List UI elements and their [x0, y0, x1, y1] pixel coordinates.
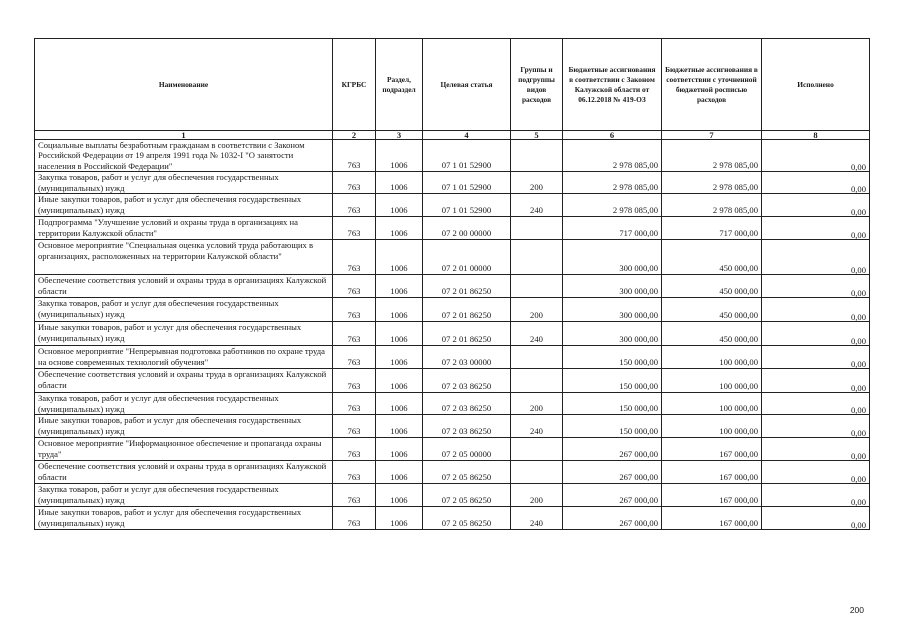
row-name: Иные закупки товаров, работ и услуг для обеспечения государственных (муниципальных) нужд — [35, 415, 333, 438]
row-revised-allocation: 167 000,00 — [662, 484, 762, 507]
column-number: 3 — [376, 131, 423, 140]
row-expense-group: 200 — [511, 172, 563, 194]
header-executed: Исполнено — [762, 39, 870, 131]
column-number-row — [35, 131, 870, 140]
row-target-article: 07 1 01 52900 — [423, 172, 511, 194]
row-revised-allocation: 100 000,00 — [662, 369, 762, 393]
row-executed: 0,00 — [762, 370, 870, 394]
row-section: 1006 — [376, 240, 423, 275]
row-law-allocation: 300 000,00 — [563, 322, 662, 346]
row-law-allocation: 267 000,00 — [563, 461, 662, 484]
row-section: 1006 — [376, 275, 423, 298]
table-body — [35, 140, 870, 530]
row-expense-group: 240 — [511, 507, 563, 530]
row-target-article: 07 2 05 86250 — [423, 461, 511, 484]
row-kgrbs: 763 — [333, 322, 376, 346]
row-expense-group: 200 — [511, 393, 563, 415]
row-target-article: 07 2 01 86250 — [423, 322, 511, 346]
row-target-article: 07 2 03 00000 — [423, 346, 511, 369]
row-revised-allocation: 2 978 085,00 — [662, 172, 762, 194]
column-number: 8 — [762, 131, 870, 140]
column-number: 6 — [563, 131, 662, 140]
row-kgrbs: 763 — [333, 240, 376, 275]
row-revised-allocation: 100 000,00 — [662, 346, 762, 369]
header-revised: Бюджетные ассигнования в соответствии с уточненной бюджетной росписью расходов — [662, 39, 762, 131]
row-law-allocation: 150 000,00 — [563, 346, 662, 369]
row-target-article: 07 2 01 86250 — [423, 275, 511, 298]
column-number: 7 — [662, 131, 762, 140]
row-executed: 0,00 — [762, 218, 870, 241]
row-revised-allocation: 717 000,00 — [662, 217, 762, 240]
row-revised-allocation: 450 000,00 — [662, 275, 762, 298]
row-target-article: 07 2 03 86250 — [423, 369, 511, 393]
row-section: 1006 — [376, 507, 423, 530]
row-expense-group — [511, 217, 563, 240]
row-target-article: 07 2 03 86250 — [423, 415, 511, 438]
column-number: 2 — [333, 131, 376, 140]
row-section: 1006 — [376, 369, 423, 393]
row-name: Закупка товаров, работ и услуг для обеспечения государственных (муниципальных) нужд — [35, 298, 333, 322]
row-executed: 0,00 — [762, 323, 870, 347]
row-revised-allocation: 100 000,00 — [662, 393, 762, 415]
row-name: Обеспечение соответствия условий и охраны труда в организациях Калужской области — [35, 275, 333, 298]
header-law: Бюджетные ассигнования в соответствии с Законом Калужской области от 06.12.2018 № 419-ОЗ — [563, 39, 662, 131]
row-expense-group: 240 — [511, 415, 563, 438]
row-revised-allocation: 167 000,00 — [662, 507, 762, 530]
table-row — [35, 507, 870, 530]
table-row — [35, 484, 870, 507]
row-target-article: 07 2 01 00000 — [423, 240, 511, 275]
row-name: Обеспечение соответствия условий и охраны труда в организациях Калужской области — [35, 369, 333, 393]
row-executed: 0,00 — [762, 241, 870, 276]
row-law-allocation: 300 000,00 — [563, 275, 662, 298]
row-revised-allocation: 100 000,00 — [662, 415, 762, 438]
row-name: Иные закупки товаров, работ и услуг для обеспечения государственных (муниципальных) нужд — [35, 194, 333, 217]
row-executed: 0,00 — [762, 299, 870, 323]
row-law-allocation: 267 000,00 — [563, 484, 662, 507]
table-row — [35, 438, 870, 461]
row-executed: 0,00 — [762, 439, 870, 462]
table-row — [35, 393, 870, 415]
row-expense-group — [511, 346, 563, 369]
table-row — [35, 298, 870, 322]
row-target-article: 07 2 00 00000 — [423, 217, 511, 240]
row-section: 1006 — [376, 298, 423, 322]
row-expense-group — [511, 438, 563, 461]
row-name: Закупка товаров, работ и услуг для обеспечения государственных (муниципальных) нужд — [35, 393, 333, 415]
table-row — [35, 172, 870, 194]
row-kgrbs: 763 — [333, 140, 376, 172]
row-target-article: 07 1 01 52900 — [423, 140, 511, 172]
row-section: 1006 — [376, 393, 423, 415]
column-number: 4 — [423, 131, 511, 140]
row-law-allocation: 2 978 085,00 — [563, 194, 662, 217]
row-target-article: 07 2 05 86250 — [423, 484, 511, 507]
row-kgrbs: 763 — [333, 507, 376, 530]
row-section: 1006 — [376, 346, 423, 369]
row-name: Иные закупки товаров, работ и услуг для обеспечения государственных (муниципальных) нужд — [35, 322, 333, 346]
row-expense-group — [511, 461, 563, 484]
row-name: Подпрограмма "Улучшение условий и охраны труда в организациях на территории Калужской области" — [35, 217, 333, 240]
row-name: Обеспечение соответствия условий и охраны труда в организациях Калужской области — [35, 461, 333, 484]
row-kgrbs: 763 — [333, 172, 376, 194]
row-section: 1006 — [376, 438, 423, 461]
row-kgrbs: 763 — [333, 298, 376, 322]
row-kgrbs: 763 — [333, 275, 376, 298]
row-expense-group: 200 — [511, 298, 563, 322]
row-kgrbs: 763 — [333, 461, 376, 484]
header-groups: Группы и подгруппы видов расходов — [511, 39, 563, 131]
table-row — [35, 240, 870, 275]
row-law-allocation: 300 000,00 — [563, 240, 662, 275]
row-executed: 0,00 — [762, 462, 870, 485]
row-kgrbs: 763 — [333, 393, 376, 415]
header-section: Раздел, подраздел — [376, 39, 423, 131]
row-target-article: 07 2 05 00000 — [423, 438, 511, 461]
table-row — [35, 275, 870, 298]
row-kgrbs: 763 — [333, 346, 376, 369]
row-law-allocation: 2 978 085,00 — [563, 172, 662, 194]
row-revised-allocation: 167 000,00 — [662, 461, 762, 484]
row-target-article: 07 2 03 86250 — [423, 393, 511, 415]
row-section: 1006 — [376, 194, 423, 217]
row-expense-group — [511, 240, 563, 275]
row-expense-group: 200 — [511, 484, 563, 507]
row-executed: 0,00 — [762, 485, 870, 508]
row-name: Иные закупки товаров, работ и услуг для обеспечения государственных (муниципальных) нужд — [35, 507, 333, 530]
row-name: Основное мероприятие "Информационное обеспечение и пропаганда охраны труда" — [35, 438, 333, 461]
row-law-allocation: 150 000,00 — [563, 415, 662, 438]
row-revised-allocation: 2 978 085,00 — [662, 140, 762, 172]
page-number: 200 — [849, 605, 864, 615]
row-name: Социальные выплаты безработным гражданам в соответствии с Законом Российской Федерации от 19 апреля 1991 года № 1032-I "О занятости населения в Российской Федерации" — [35, 140, 333, 172]
row-section: 1006 — [376, 461, 423, 484]
row-kgrbs: 763 — [333, 415, 376, 438]
budget-table — [34, 38, 870, 530]
row-executed: 0,00 — [762, 141, 870, 173]
row-expense-group: 240 — [511, 322, 563, 346]
row-law-allocation: 267 000,00 — [563, 507, 662, 530]
row-executed: 0,00 — [762, 347, 870, 370]
row-executed: 0,00 — [762, 173, 870, 195]
row-law-allocation: 267 000,00 — [563, 438, 662, 461]
row-executed: 0,00 — [762, 394, 870, 416]
row-executed: 0,00 — [762, 276, 870, 299]
header-name: Наименование — [35, 39, 333, 131]
row-section: 1006 — [376, 484, 423, 507]
row-section: 1006 — [376, 415, 423, 438]
row-target-article: 07 2 01 86250 — [423, 298, 511, 322]
row-expense-group — [511, 369, 563, 393]
row-kgrbs: 763 — [333, 369, 376, 393]
row-revised-allocation: 450 000,00 — [662, 240, 762, 275]
table-row — [35, 322, 870, 346]
row-section: 1006 — [376, 217, 423, 240]
row-target-article: 07 2 05 86250 — [423, 507, 511, 530]
row-name: Закупка товаров, работ и услуг для обеспечения государственных (муниципальных) нужд — [35, 484, 333, 507]
table-row — [35, 194, 870, 217]
header-target: Целевая статья — [423, 39, 511, 131]
row-kgrbs: 763 — [333, 438, 376, 461]
row-law-allocation: 300 000,00 — [563, 298, 662, 322]
table-row — [35, 415, 870, 438]
row-expense-group — [511, 275, 563, 298]
table-row — [35, 140, 870, 172]
table-row — [35, 346, 870, 369]
column-number: 1 — [35, 131, 333, 140]
row-revised-allocation: 167 000,00 — [662, 438, 762, 461]
row-expense-group — [511, 140, 563, 172]
row-revised-allocation: 450 000,00 — [662, 322, 762, 346]
row-law-allocation: 717 000,00 — [563, 217, 662, 240]
row-section: 1006 — [376, 140, 423, 172]
table-row — [35, 461, 870, 484]
row-expense-group: 240 — [511, 194, 563, 217]
row-name: Основное мероприятие "Непрерывная подготовка работников по охране труда на основе современных технологий обучения" — [35, 346, 333, 369]
row-section: 1006 — [376, 172, 423, 194]
table-header-row — [35, 39, 870, 131]
row-name: Закупка товаров, работ и услуг для обеспечения государственных (муниципальных) нужд — [35, 172, 333, 194]
row-kgrbs: 763 — [333, 217, 376, 240]
row-law-allocation: 150 000,00 — [563, 369, 662, 393]
table-row — [35, 217, 870, 240]
row-name: Основное мероприятие "Специальная оценка условий труда работающих в организациях, расположенных на территории Калужской области" — [35, 240, 333, 275]
row-law-allocation: 2 978 085,00 — [563, 140, 662, 172]
row-section: 1006 — [376, 322, 423, 346]
row-kgrbs: 763 — [333, 484, 376, 507]
row-executed: 0,00 — [762, 508, 870, 531]
column-number: 5 — [511, 131, 563, 140]
row-executed: 0,00 — [762, 416, 870, 439]
row-target-article: 07 1 01 52900 — [423, 194, 511, 217]
table-row — [35, 369, 870, 393]
row-executed: 0,00 — [762, 195, 870, 218]
row-law-allocation: 150 000,00 — [563, 393, 662, 415]
header-kgrbs: КГРБС — [333, 39, 376, 131]
row-kgrbs: 763 — [333, 194, 376, 217]
row-revised-allocation: 450 000,00 — [662, 298, 762, 322]
row-revised-allocation: 2 978 085,00 — [662, 194, 762, 217]
